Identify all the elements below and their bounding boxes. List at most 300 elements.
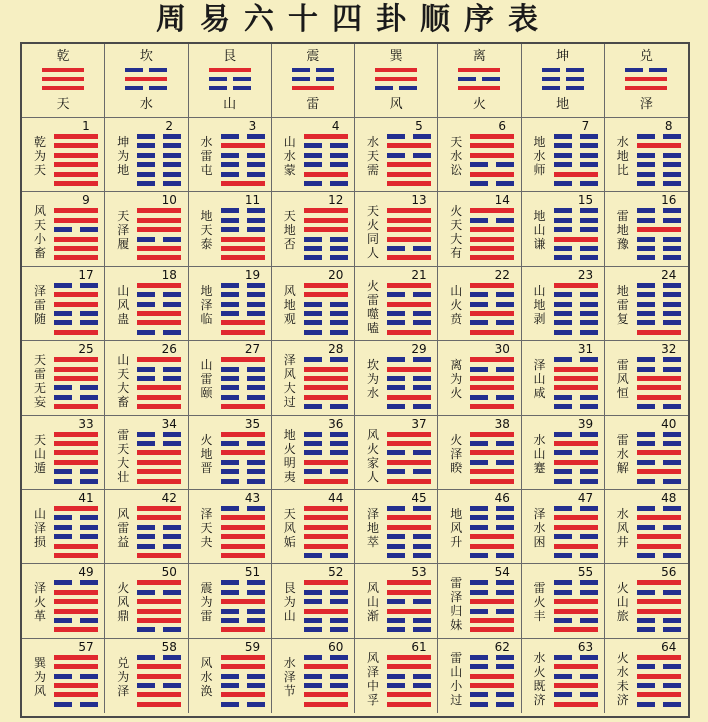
hexagram-yang-line bbox=[637, 580, 681, 585]
hexagram-yang-line bbox=[221, 664, 265, 669]
hexagram-symbol bbox=[470, 283, 514, 337]
hexagram-yang-line bbox=[137, 702, 181, 707]
hexagram-number: 56 bbox=[661, 565, 677, 580]
hexagram-number: 46 bbox=[494, 491, 510, 505]
hexagram-yin-line bbox=[554, 330, 598, 335]
hexagram-yin-line bbox=[304, 162, 348, 167]
hexagram-name: 天泽履 bbox=[117, 209, 130, 252]
hexagram-yin-line bbox=[637, 702, 681, 707]
hexagram-yang-line bbox=[221, 627, 265, 632]
hexagram-number: 54 bbox=[494, 565, 510, 580]
hexagram-yang-line bbox=[387, 283, 431, 288]
hexagram-yang-line bbox=[54, 376, 98, 381]
hexagram-cell bbox=[522, 564, 605, 638]
trigram-symbol bbox=[209, 68, 251, 94]
hexagram-yang-line bbox=[554, 376, 598, 381]
hexagram-yang-line bbox=[554, 515, 598, 520]
hexagram-symbol bbox=[137, 432, 181, 486]
hexagram-symbol bbox=[304, 580, 348, 634]
hexagram-cell bbox=[522, 639, 605, 713]
hexagram-name: 泽地萃 bbox=[366, 507, 379, 549]
trigram-yang-line bbox=[375, 77, 417, 81]
hexagram-number: 59 bbox=[244, 639, 261, 654]
hexagram-symbol bbox=[54, 283, 98, 337]
hexagram-yang-line bbox=[554, 627, 598, 632]
hexagram-yang-line bbox=[470, 450, 514, 455]
hexagram-yin-line bbox=[637, 627, 681, 632]
hexagram-yin-line bbox=[304, 618, 348, 623]
hexagram-number: 23 bbox=[577, 267, 594, 282]
hexagram-yang-line bbox=[470, 618, 514, 623]
hexagram-yang-line bbox=[470, 469, 514, 474]
hexagram-yin-line bbox=[137, 162, 181, 167]
hexagram-yin-line bbox=[554, 553, 598, 558]
hexagram-yang-line bbox=[554, 460, 598, 465]
hexagram-number: 55 bbox=[577, 565, 594, 580]
hexagram-symbol bbox=[387, 432, 431, 486]
hexagram-yin-line bbox=[304, 674, 348, 679]
hexagram-yang-line bbox=[387, 609, 431, 614]
hexagram-yin-line bbox=[221, 702, 265, 707]
hexagram-name: 地火明夷 bbox=[283, 427, 296, 484]
hexagram-yang-line bbox=[387, 664, 431, 669]
hexagram-yin-line bbox=[304, 404, 348, 409]
hexagram-yang-line bbox=[54, 692, 98, 697]
hexagram-yin-line bbox=[470, 515, 514, 520]
hexagram-yin-line bbox=[470, 692, 514, 697]
hexagram-number: 16 bbox=[661, 193, 677, 208]
hexagram-yin-line bbox=[387, 246, 431, 251]
trigram-symbol bbox=[375, 68, 417, 94]
hexagram-symbol bbox=[304, 655, 348, 709]
hexagram-cell bbox=[605, 564, 688, 638]
trigram-yin-line bbox=[375, 86, 417, 90]
hexagram-symbol bbox=[304, 506, 348, 560]
hexagram-number: 57 bbox=[78, 639, 94, 654]
hexagram-cell bbox=[189, 490, 272, 564]
hexagram-yin-line bbox=[137, 172, 181, 177]
hexagram-yang-line bbox=[387, 479, 431, 484]
hexagram-yang-line bbox=[54, 609, 98, 614]
hexagram-name: 雷火丰 bbox=[533, 581, 546, 624]
hexagram-number: 26 bbox=[161, 342, 177, 357]
hexagram-yin-line bbox=[221, 683, 265, 688]
hexagram-yang-line bbox=[304, 702, 348, 707]
hexagram-yang-line bbox=[637, 330, 681, 335]
hexagram-symbol bbox=[137, 283, 181, 337]
hexagram-name: 风天小畜 bbox=[33, 204, 46, 261]
hexagram-cell bbox=[438, 639, 521, 713]
hexagram-yin-line bbox=[221, 506, 265, 511]
trigram-yang-line bbox=[42, 86, 84, 90]
hexagram-yang-line bbox=[137, 479, 181, 484]
hexagram-yang-line bbox=[54, 590, 98, 595]
hexagram-yin-line bbox=[54, 395, 98, 400]
hexagram-yang-line bbox=[137, 255, 181, 260]
hexagram-name: 风水涣 bbox=[200, 655, 213, 698]
hexagram-symbol bbox=[470, 506, 514, 560]
hexagram-yang-line bbox=[137, 320, 181, 325]
hexagram-yin-line bbox=[304, 181, 348, 186]
hexagram-name: 火雷噬嗑 bbox=[366, 278, 379, 335]
hexagram-name: 水风井 bbox=[616, 507, 629, 549]
hexagram-yin-line bbox=[387, 404, 431, 409]
hexagram-name: 火地晋 bbox=[200, 432, 213, 475]
hexagram-yin-line bbox=[221, 469, 265, 474]
trigram-name: 坤 bbox=[556, 49, 570, 64]
hexagram-yin-line bbox=[304, 599, 348, 604]
hexagram-symbol bbox=[554, 580, 598, 634]
hexagram-yang-line bbox=[387, 143, 431, 148]
trigram-header-cell bbox=[272, 44, 355, 118]
hexagram-yang-line bbox=[637, 385, 681, 390]
hexagram-yin-line bbox=[387, 683, 431, 688]
hexagram-yang-line bbox=[470, 134, 514, 139]
hexagram-yin-line bbox=[637, 181, 681, 186]
hexagram-symbol bbox=[554, 655, 598, 709]
hexagram-yin-line bbox=[637, 283, 681, 288]
hexagram-name: 雷山小过 bbox=[450, 650, 463, 707]
hexagram-yang-line bbox=[54, 162, 98, 167]
hexagram-yin-line bbox=[54, 515, 98, 520]
hexagram-yin-line bbox=[387, 153, 431, 158]
hexagram-cell bbox=[605, 118, 688, 192]
hexagram-yin-line bbox=[304, 255, 348, 260]
hexagram-yang-line bbox=[304, 134, 348, 139]
hexagram-cell bbox=[355, 490, 438, 564]
hexagram-name: 地雷复 bbox=[616, 283, 629, 326]
hexagram-cell bbox=[605, 490, 688, 564]
hexagram-name: 天雷无妄 bbox=[33, 353, 46, 410]
hexagram-number: 47 bbox=[577, 491, 594, 505]
hexagram-yang-line bbox=[304, 580, 348, 585]
hexagram-cell bbox=[522, 192, 605, 266]
trigram-yang-line bbox=[209, 68, 251, 72]
hexagram-yin-line bbox=[554, 674, 598, 679]
hexagram-number: 36 bbox=[328, 416, 344, 431]
hexagram-yin-line bbox=[637, 460, 681, 465]
hexagram-yin-line bbox=[470, 553, 514, 558]
hexagram-yin-line bbox=[54, 525, 98, 530]
hexagram-yin-line bbox=[387, 469, 431, 474]
hexagram-name: 山天大畜 bbox=[117, 353, 130, 410]
hexagram-yin-line bbox=[54, 469, 98, 474]
hexagram-yang-line bbox=[470, 330, 514, 335]
hexagram-number: 53 bbox=[411, 565, 427, 580]
hexagram-yin-line bbox=[470, 181, 514, 186]
hexagram-yin-line bbox=[137, 432, 181, 437]
hexagram-yang-line bbox=[54, 460, 98, 465]
hexagram-yin-line bbox=[221, 479, 265, 484]
hexagram-yin-line bbox=[54, 311, 98, 316]
hexagram-number: 28 bbox=[328, 342, 344, 357]
hexagram-yin-line bbox=[470, 460, 514, 465]
hexagram-yang-line bbox=[387, 162, 431, 167]
hexagram-yin-line bbox=[554, 255, 598, 260]
hexagram-yang-line bbox=[470, 227, 514, 232]
trigram-yang-line bbox=[458, 86, 500, 90]
hexagram-name: 地水师 bbox=[533, 135, 546, 177]
hexagram-number: 62 bbox=[494, 639, 510, 654]
hexagram-yin-line bbox=[304, 246, 348, 251]
hexagram-symbol bbox=[221, 134, 265, 188]
trigram-name: 巽 bbox=[389, 49, 403, 64]
hexagram-yang-line bbox=[470, 544, 514, 549]
hexagram-number: 50 bbox=[161, 565, 177, 580]
trigram-yin-line bbox=[125, 68, 167, 72]
hexagram-yang-line bbox=[221, 525, 265, 530]
hexagram-yin-line bbox=[221, 162, 265, 167]
hexagram-name: 风山渐 bbox=[366, 581, 379, 624]
trigram-symbol bbox=[42, 68, 84, 94]
hexagram-yin-line bbox=[470, 702, 514, 707]
hexagram-yin-line bbox=[637, 441, 681, 446]
hexagram-name: 雷风恒 bbox=[616, 358, 629, 401]
hexagram-yin-line bbox=[637, 479, 681, 484]
hexagram-symbol bbox=[54, 506, 98, 560]
hexagram-yang-line bbox=[304, 283, 348, 288]
hexagram-yang-line bbox=[54, 627, 98, 632]
hexagram-yin-line bbox=[554, 590, 598, 595]
hexagram-yin-line bbox=[470, 302, 514, 307]
hexagram-name: 山泽损 bbox=[33, 507, 46, 549]
hexagram-cell bbox=[272, 564, 355, 638]
hexagram-name: 水地比 bbox=[616, 135, 629, 177]
trigram-yang-line bbox=[42, 77, 84, 81]
hexagram-number: 19 bbox=[244, 267, 261, 282]
hexagram-yang-line bbox=[304, 544, 348, 549]
hexagram-cell bbox=[355, 192, 438, 266]
hexagram-yang-line bbox=[221, 237, 265, 242]
hexagram-yang-line bbox=[387, 218, 431, 223]
hexagram-yang-line bbox=[54, 404, 98, 409]
hexagram-yin-line bbox=[637, 590, 681, 595]
hexagram-yin-line bbox=[387, 320, 431, 325]
trigram-header-cell bbox=[189, 44, 272, 118]
hexagram-symbol bbox=[137, 580, 181, 634]
hexagram-name: 泽水困 bbox=[533, 507, 546, 549]
hexagram-cell bbox=[189, 416, 272, 490]
hexagram-yin-line bbox=[304, 590, 348, 595]
hexagram-cell bbox=[522, 341, 605, 415]
hexagram-yin-line bbox=[470, 162, 514, 167]
hexagram-number: 58 bbox=[161, 639, 177, 654]
hexagram-yang-line bbox=[304, 525, 348, 530]
hexagram-number: 20 bbox=[328, 267, 344, 282]
hexagram-yang-line bbox=[54, 255, 98, 260]
hexagram-yang-line bbox=[637, 609, 681, 614]
hexagram-yin-line bbox=[221, 218, 265, 223]
hexagram-number: 4 bbox=[331, 119, 340, 133]
hexagram-yang-line bbox=[54, 441, 98, 446]
hexagram-yin-line bbox=[137, 525, 181, 530]
hexagram-number: 9 bbox=[82, 193, 90, 208]
hexagram-number: 34 bbox=[161, 416, 177, 431]
trigram-name: 震 bbox=[306, 49, 320, 64]
hexagram-yin-line bbox=[221, 311, 265, 316]
hexagram-cell bbox=[355, 118, 438, 192]
hexagram-name: 山火贲 bbox=[450, 283, 463, 326]
hexagram-yang-line bbox=[554, 237, 598, 242]
hexagram-number: 8 bbox=[664, 119, 673, 133]
hexagram-yin-line bbox=[221, 376, 265, 381]
hexagram-number: 12 bbox=[328, 193, 344, 208]
hexagram-symbol bbox=[470, 357, 514, 411]
hexagram-yang-line bbox=[554, 544, 598, 549]
hexagram-cell bbox=[22, 341, 105, 415]
hexagram-yang-line bbox=[137, 227, 181, 232]
hexagram-yin-line bbox=[554, 469, 598, 474]
hexagram-yang-line bbox=[304, 208, 348, 213]
trigram-name: 乾 bbox=[56, 49, 70, 64]
hexagram-yang-line bbox=[554, 664, 598, 669]
hexagram-yin-line bbox=[637, 255, 681, 260]
hexagram-yin-line bbox=[304, 311, 348, 316]
hexagram-yang-line bbox=[304, 227, 348, 232]
hexagram-yin-line bbox=[637, 664, 681, 669]
hexagram-yin-line bbox=[470, 441, 514, 446]
hexagram-number: 40 bbox=[661, 416, 677, 431]
hexagram-yang-line bbox=[554, 683, 598, 688]
hexagram-yang-line bbox=[304, 218, 348, 223]
hexagram-yang-line bbox=[304, 292, 348, 297]
hexagram-cell bbox=[105, 639, 188, 713]
hexagram-cell bbox=[105, 564, 188, 638]
hexagram-yin-line bbox=[304, 627, 348, 632]
hexagram-number: 7 bbox=[581, 119, 590, 133]
hexagram-yang-line bbox=[637, 395, 681, 400]
hexagram-yang-line bbox=[470, 479, 514, 484]
hexagram-symbol bbox=[304, 432, 348, 486]
hexagram-yang-line bbox=[387, 655, 431, 660]
trigram-name: 离 bbox=[472, 49, 486, 64]
hexagram-name: 风地观 bbox=[283, 283, 296, 326]
hexagram-yin-line bbox=[137, 683, 181, 688]
hexagram-yang-line bbox=[54, 302, 98, 307]
hexagram-symbol bbox=[554, 283, 598, 337]
hexagram-name: 火风鼎 bbox=[117, 581, 130, 624]
hexagram-symbol bbox=[637, 580, 681, 634]
hexagram-yang-line bbox=[221, 655, 265, 660]
hexagram-yang-line bbox=[54, 330, 98, 335]
hexagram-symbol bbox=[137, 134, 181, 188]
hexagram-name: 天水讼 bbox=[450, 135, 463, 177]
hexagram-cell bbox=[189, 192, 272, 266]
hexagram-yin-line bbox=[637, 683, 681, 688]
hexagram-yang-line bbox=[137, 283, 181, 288]
hexagram-yin-line bbox=[387, 627, 431, 632]
hexagram-yang-line bbox=[387, 255, 431, 260]
hexagram-yang-line bbox=[387, 460, 431, 465]
hexagram-yang-line bbox=[221, 246, 265, 251]
hexagram-name: 兑为泽 bbox=[117, 655, 130, 698]
hexagram-symbol bbox=[387, 580, 431, 634]
hexagram-name: 雷水解 bbox=[616, 432, 629, 475]
hexagram-yang-line bbox=[137, 311, 181, 316]
hexagram-number: 51 bbox=[244, 565, 261, 580]
hexagram-yang-line bbox=[221, 255, 265, 260]
hexagram-yang-line bbox=[637, 674, 681, 679]
hexagram-yin-line bbox=[304, 450, 348, 455]
hexagram-yin-line bbox=[554, 143, 598, 148]
hexagram-yang-line bbox=[637, 515, 681, 520]
hexagram-yang-line bbox=[137, 553, 181, 558]
hexagram-cell bbox=[605, 267, 688, 341]
hexagram-yin-line bbox=[137, 544, 181, 549]
hexagram-name: 泽雷随 bbox=[33, 283, 46, 326]
hexagram-yang-line bbox=[54, 153, 98, 158]
hexagram-yin-line bbox=[637, 506, 681, 511]
hexagram-cell bbox=[272, 267, 355, 341]
hexagram-yang-line bbox=[221, 692, 265, 697]
hexagram-yang-line bbox=[554, 283, 598, 288]
hexagram-yang-line bbox=[221, 534, 265, 539]
hexagram-yin-line bbox=[637, 172, 681, 177]
hexagram-cell bbox=[272, 118, 355, 192]
hexagram-name: 坤为地 bbox=[117, 135, 130, 177]
hexagram-yang-line bbox=[637, 544, 681, 549]
hexagram-name: 天火同人 bbox=[366, 204, 379, 261]
hexagram-name: 山水蒙 bbox=[283, 135, 296, 177]
hexagram-yang-line bbox=[54, 134, 98, 139]
hexagram-cell bbox=[189, 118, 272, 192]
hexagram-cell bbox=[272, 639, 355, 713]
hexagram-number: 32 bbox=[661, 342, 677, 357]
hexagram-number: 39 bbox=[577, 416, 594, 431]
hexagram-name: 火天大有 bbox=[450, 204, 463, 261]
hexagram-symbol bbox=[470, 208, 514, 262]
hexagram-yin-line bbox=[554, 692, 598, 697]
hexagram-yin-line bbox=[137, 627, 181, 632]
hexagram-yin-line bbox=[470, 506, 514, 511]
hexagram-yang-line bbox=[554, 702, 598, 707]
hexagram-yin-line bbox=[470, 320, 514, 325]
hexagram-yin-line bbox=[387, 357, 431, 362]
hexagram-yin-line bbox=[54, 674, 98, 679]
hexagram-yang-line bbox=[387, 441, 431, 446]
hexagram-cell bbox=[189, 341, 272, 415]
hexagram-yang-line bbox=[470, 357, 514, 362]
hexagram-yin-line bbox=[137, 590, 181, 595]
hexagram-yang-line bbox=[54, 599, 98, 604]
hexagram-yang-line bbox=[470, 627, 514, 632]
hexagram-number: 3 bbox=[248, 119, 257, 133]
hexagram-yang-line bbox=[137, 618, 181, 623]
hexagram-yang-line bbox=[221, 181, 265, 186]
hexagram-name: 火水未济 bbox=[616, 650, 629, 707]
hexagram-yin-line bbox=[54, 702, 98, 707]
hexagram-yin-line bbox=[304, 553, 348, 558]
hexagram-number: 37 bbox=[411, 416, 427, 431]
hexagram-yang-line bbox=[554, 172, 598, 177]
trigram-yang-line bbox=[375, 68, 417, 72]
trigram-name: 艮 bbox=[223, 49, 237, 64]
hexagram-symbol bbox=[637, 208, 681, 262]
hexagram-yang-line bbox=[137, 218, 181, 223]
hexagram-cell bbox=[272, 416, 355, 490]
hexagram-name: 乾为天 bbox=[33, 135, 46, 177]
hexagram-yang-line bbox=[54, 655, 98, 660]
hexagram-yin-line bbox=[470, 218, 514, 223]
hexagram-yang-line bbox=[387, 525, 431, 530]
trigram-yang-line bbox=[625, 86, 667, 90]
hexagram-yang-line bbox=[304, 664, 348, 669]
hexagram-yin-line bbox=[137, 143, 181, 148]
hexagram-cell bbox=[355, 564, 438, 638]
hexagram-yin-line bbox=[554, 292, 598, 297]
hexagram-yang-line bbox=[137, 404, 181, 409]
hexagram-yang-line bbox=[304, 385, 348, 390]
